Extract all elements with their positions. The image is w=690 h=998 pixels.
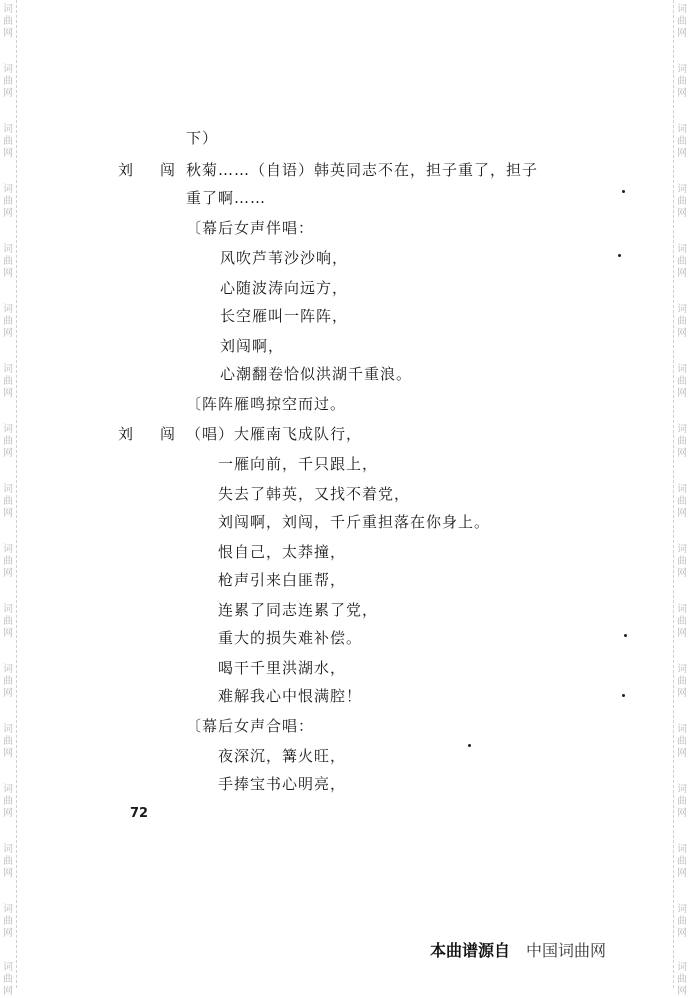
watermark-text: 词曲网 xyxy=(3,364,13,399)
watermark-text: 词曲网 xyxy=(677,844,687,879)
watermark-text: 词曲网 xyxy=(677,184,687,219)
watermark-text: 词曲网 xyxy=(3,304,13,339)
watermark-text: 词曲网 xyxy=(677,4,687,39)
watermark-text: 词曲网 xyxy=(677,904,687,939)
script-line: 下） xyxy=(186,129,219,147)
lyric-line: 心随波涛向远方， xyxy=(220,279,349,297)
script-line: 重了啊…… xyxy=(186,189,267,207)
watermark-text: 词曲网 xyxy=(677,724,687,759)
watermark-text: 词曲网 xyxy=(3,124,13,159)
watermark-text: 词曲网 xyxy=(3,424,13,459)
scan-speck xyxy=(618,254,621,257)
watermark-text: 词曲网 xyxy=(677,962,687,997)
stage-direction: 〔幕后女声合唱： xyxy=(186,717,315,735)
right-watermark-strip xyxy=(673,0,690,997)
source-prefix: 本曲谱源自 xyxy=(430,941,511,960)
watermark-text: 词曲网 xyxy=(3,4,13,39)
script-line: 秋菊……（自语）韩英同志不在，担子重了，担子 xyxy=(186,161,539,179)
watermark-text: 词曲网 xyxy=(3,784,13,819)
lyric-line: 重大的损失难补偿。 xyxy=(218,629,363,647)
source-banner xyxy=(430,938,606,961)
left-watermark-strip xyxy=(0,0,17,997)
watermark-text: 词曲网 xyxy=(677,664,687,699)
source-site-link[interactable]: 中国词曲网 xyxy=(526,941,607,960)
watermark-text: 词曲网 xyxy=(677,604,687,639)
lyric-line: 长空雁叫一阵阵， xyxy=(220,307,349,325)
scan-speck xyxy=(622,694,625,697)
watermark-text: 词曲网 xyxy=(3,962,13,997)
speaker-name: 刘 闯 xyxy=(118,161,182,179)
watermark-text: 词曲网 xyxy=(3,844,13,879)
lyric-line: 喝干千里洪湖水， xyxy=(218,659,347,677)
watermark-text: 词曲网 xyxy=(677,544,687,579)
lyric-line: 刘闯啊， xyxy=(220,337,285,355)
watermark-text: 词曲网 xyxy=(3,724,13,759)
watermark-text: 词曲网 xyxy=(3,484,13,519)
watermark-text: 词曲网 xyxy=(677,124,687,159)
lyric-line: 刘闯啊，刘闯，千斤重担落在你身上。 xyxy=(218,513,491,531)
watermark-text: 词曲网 xyxy=(3,604,13,639)
watermark-text: 词曲网 xyxy=(677,784,687,819)
lyric-line: 失去了韩英，又找不着党， xyxy=(218,485,411,503)
watermark-text: 词曲网 xyxy=(3,244,13,279)
watermark-text: 词曲网 xyxy=(3,184,13,219)
watermark-text: 词曲网 xyxy=(677,484,687,519)
scan-speck xyxy=(624,634,627,637)
stage-direction: 〔幕后女声伴唱： xyxy=(186,219,315,237)
lyric-line: 一雁向前，千只跟上， xyxy=(218,455,379,473)
lyric-line: 手捧宝书心明亮， xyxy=(218,775,347,793)
lyric-line: 枪声引来白匪帮， xyxy=(218,571,347,589)
lyric-line: 夜深沉，篝火旺， xyxy=(218,747,347,765)
watermark-text: 词曲网 xyxy=(3,664,13,699)
speaker-name: 刘 闯 xyxy=(118,425,182,443)
lyric-line: 难解我心中恨满腔！ xyxy=(218,687,363,705)
watermark-text: 词曲网 xyxy=(677,64,687,99)
watermark-text: 词曲网 xyxy=(677,244,687,279)
lyric-line: 心潮翻卷恰似洪湖千重浪。 xyxy=(220,365,413,383)
lyric-line: 连累了同志连累了党， xyxy=(218,601,379,619)
watermark-text: 词曲网 xyxy=(3,64,13,99)
watermark-text: 词曲网 xyxy=(677,424,687,459)
watermark-text: 词曲网 xyxy=(3,544,13,579)
lyric-line: 风吹芦苇沙沙响， xyxy=(220,249,349,267)
watermark-text: 词曲网 xyxy=(677,304,687,339)
stage-direction: 〔阵阵雁鸣掠空而过。 xyxy=(186,395,347,413)
lyric-line: 恨自己，太莽撞， xyxy=(218,543,347,561)
watermark-text: 词曲网 xyxy=(3,904,13,939)
scan-speck xyxy=(622,190,625,193)
page-number: 72 xyxy=(130,806,149,821)
scan-speck xyxy=(468,744,471,747)
watermark-text: 词曲网 xyxy=(677,364,687,399)
script-line: （唱）大雁南飞成队行， xyxy=(186,425,363,443)
